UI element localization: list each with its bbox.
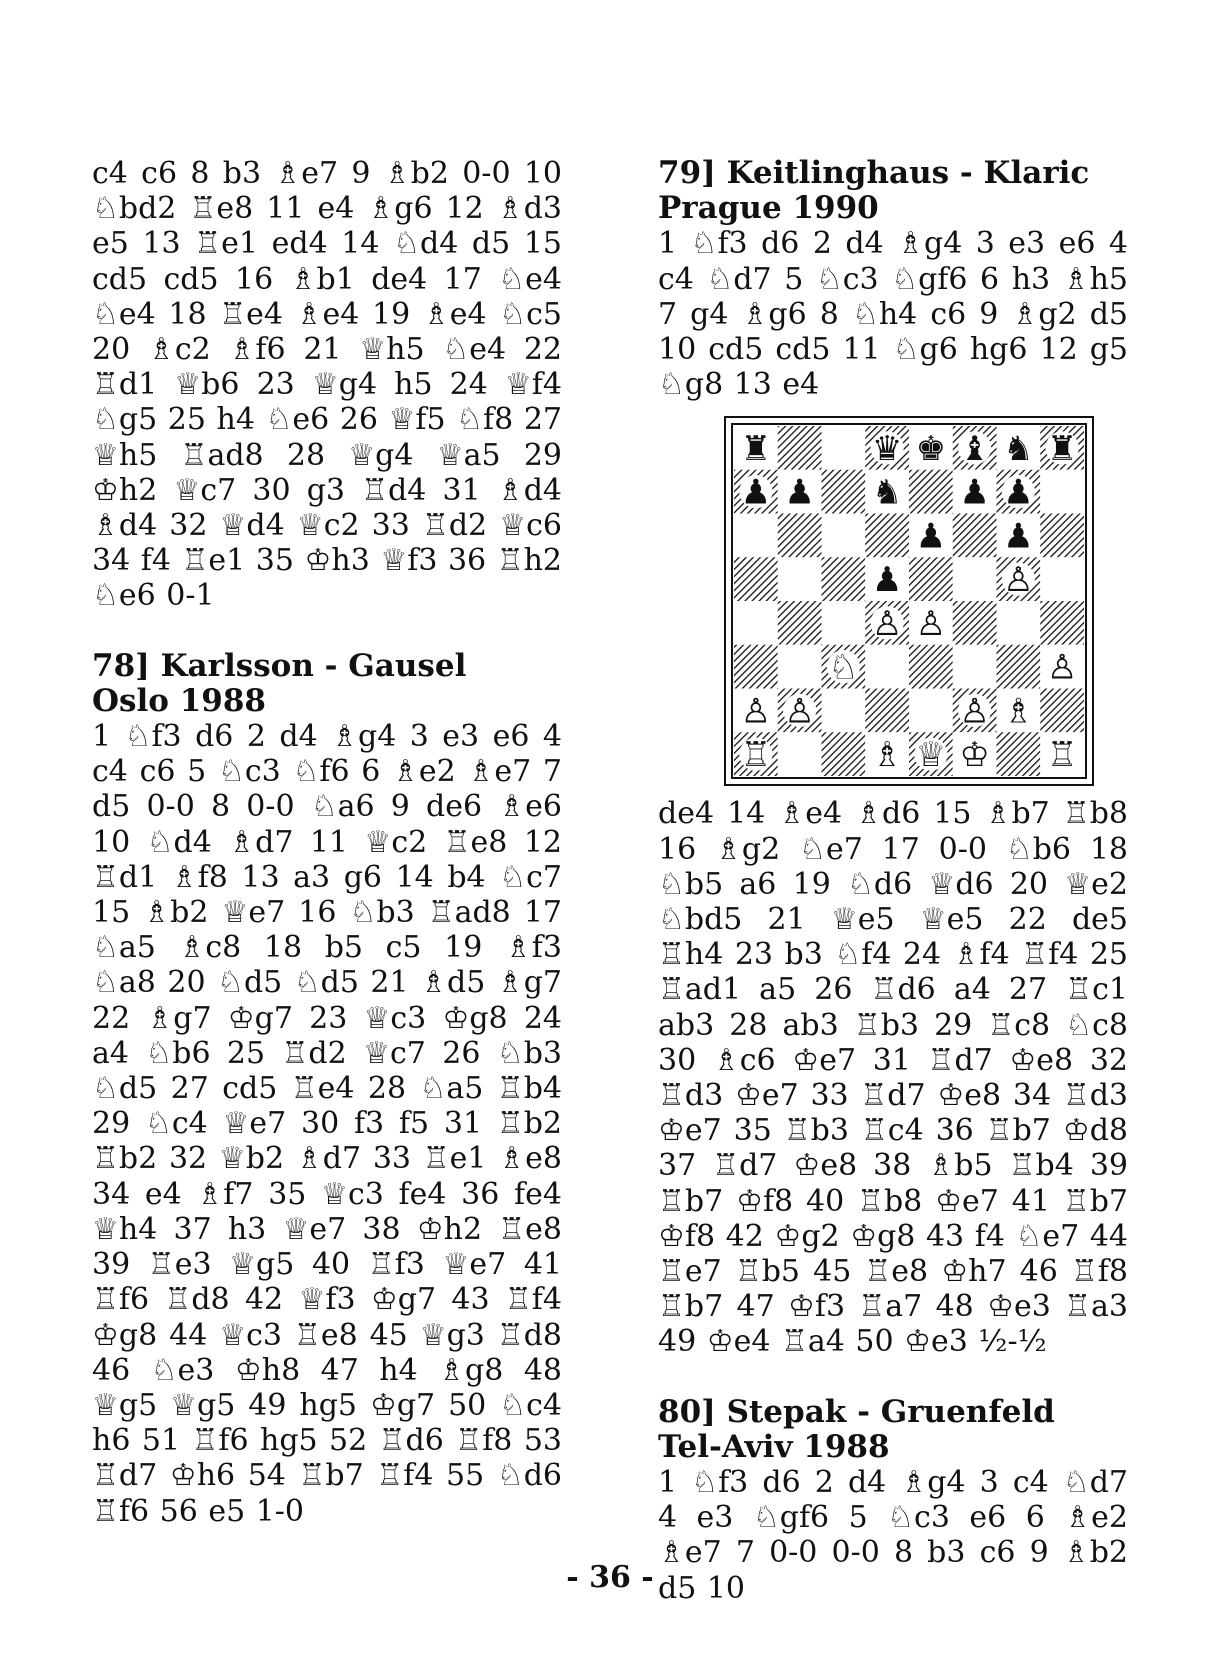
square-h2 [1040,689,1084,733]
piece-h8: ♜ [1046,429,1078,470]
piece-a7: ♟ [740,473,772,514]
square-e5 [909,558,953,602]
right-column [658,156,1128,1606]
piece-h3: ♙ [1046,648,1078,689]
square-f6 [953,514,997,558]
piece-f1: ♔ [959,735,990,776]
square-d3 [865,645,909,689]
piece-d7: ♞ [871,473,903,514]
game79-moves-before-diagram: 1 ♘f3 d6 2 d4 ♗g4 3 e3 e6 4 c4 ♘d7 5 ♘c3 ♘gf6 6 h3 ♗h5 7 g4 ♗g6 8 ♘h4 c6 9 ♗g2 d5 10 cd5 cd5 11 ♘g6 hg6 12 g5 ♘g8 13 e4 [658,226,1128,403]
game78-heading-players: 78] Karlsson - Gausel [92,647,467,684]
square-b8 [778,426,822,470]
game80-moves: 1 ♘f3 d6 2 d4 ♗g4 3 c4 ♘d7 4 e3 ♘gf6 5 ♘c3 e6 6 ♗e2 ♗e7 7 0-0 0-0 8 b3 c6 9 ♗b2 d5 10 [658,1465,1128,1606]
spacer [92,614,562,649]
chess-diagram [724,416,1094,786]
square-g1 [997,733,1041,777]
square-e3 [909,645,953,689]
square-b3 [778,645,822,689]
piece-a1: ♖ [740,735,772,776]
piece-a8: ♜ [740,429,772,470]
piece-f2: ♙ [959,691,990,732]
square-c4 [822,601,866,645]
piece-e1: ♕ [915,735,947,776]
square-c7 [822,470,866,514]
square-f4 [953,601,997,645]
square-g4 [997,601,1041,645]
piece-b7: ♟ [784,473,815,514]
square-a4 [734,601,778,645]
piece-e8: ♚ [915,429,947,470]
piece-g6: ♟ [1003,516,1034,557]
square-b5 [778,558,822,602]
piece-c3: ♘ [828,648,859,689]
left-column [92,156,562,1529]
square-b1 [778,733,822,777]
square-b6 [778,514,822,558]
spacer [658,1360,1128,1395]
square-e7 [909,470,953,514]
chess-board [724,416,1094,786]
page-number: - 36 - [566,1560,654,1595]
game79-moves-after-diagram: de4 14 ♗e4 ♗d6 15 ♗b7 ♖b8 16 ♗g2 ♘e7 17 0-0 ♘b6 18 ♘b5 a6 19 ♘d6 ♕d6 20 ♕e2 ♘bd5 21 ♕e5 ♕e5 22 de5 ♖h4 23 b3 ♘f4 24 ♗f4 ♖f4 25 ♖ad1 a5 26 ♖d6 a4 27 ♖c1 ab3 28 ab3 ♖b3 29 ♖c8 ♘c8 30 ♗c6 ♔e7 31 ♖d7 ♔e8 32 ♖d3 ♔e7 33 ♖d7 ♔e8 34 ♖d3 ♔e7 35 ♖b3 ♖c4 36 ♖b7 ♔d8 37 ♖d7 ♔e8 38 ♗b5 ♖b4 39 ♖b7 ♔f8 40 ♖b8 ♔e7 41 ♖b7 ♔f8 42 ♔g2 ♔g8 43 f4 ♘e7 44 ♖e7 ♖b5 45 ♖e8 ♔h7 46 ♖f8 ♖b7 47 ♔f3 ♖a7 48 ♔e3 ♖a3 49 ♔e4 ♖a4 50 ♔e3 ½-½ [658,796,1128,1360]
square-h6 [1040,514,1084,558]
piece-g5: ♙ [1003,560,1034,601]
game80-heading-players: 80] Stepak - Gruenfeld [658,1393,1055,1430]
game78-moves: 1 ♘f3 d6 2 d4 ♗g4 3 e3 e6 4 c4 c6 5 ♘c3 ♘f6 6 ♗e2 ♗e7 7 d5 0-0 8 0-0 ♘a6 9 de6 ♗e6 10 ♘d4 ♗d7 11 ♕c2 ♖e8 12 ♖d1 ♗f8 13 a3 g6 14 b4 ♘c7 15 ♗b2 ♕e7 16 ♘b3 ♖ad8 17 ♘a5 ♗c8 18 b5 c5 19 ♗f3 ♘a8 20 ♘d5 ♘d5 21 ♗d5 ♗g7 22 ♗g7 ♔g7 23 ♕c3 ♔g8 24 a4 ♘b6 25 ♖d2 ♕c7 26 ♘b3 ♘d5 27 cd5 ♖e4 28 ♘a5 ♖b4 29 ♘c4 ♕e7 30 f3 f5 31 ♖b2 ♖b2 32 ♕b2 ♗d7 33 ♖e1 ♗e8 34 e4 ♗f7 35 ♕c3 fe4 36 fe4 ♕h4 37 h3 ♕e7 38 ♔h2 ♖e8 39 ♖e3 ♕g5 40 ♖f3 ♕e7 41 ♖f6 ♖d8 42 ♕f3 ♔g7 43 ♖f4 ♔g8 44 ♕c3 ♖e8 45 ♕g3 ♖d8 46 ♘e3 ♔h8 47 h4 ♗g8 48 ♕g5 ♕g5 49 hg5 ♔g7 50 ♘c4 h6 51 ♖f6 hg5 52 ♖d6 ♖f8 53 ♖d7 ♔h6 54 ♖b7 ♖f4 55 ♘d6 ♖f6 56 e5 1-0 [92,719,562,1529]
piece-g8: ♞ [1003,429,1034,470]
square-f5 [953,558,997,602]
square-c8 [822,426,866,470]
square-f3 [953,645,997,689]
piece-e6: ♟ [915,516,947,557]
piece-f8: ♝ [959,429,990,470]
game77-moves: c4 c6 8 b3 ♗e7 9 ♗b2 0-0 10 ♘bd2 ♖e8 11 e4 ♗g6 12 ♗d3 e5 13 ♖e1 ed4 14 ♘d4 d5 15 cd5 cd5 16 ♗b1 de4 17 ♘e4 ♘e4 18 ♖e4 ♗e4 19 ♗e4 ♘c5 20 ♗c2 ♗f6 21 ♕h5 ♘e4 22 ♖d1 ♕b6 23 ♕g4 h5 24 ♕f4 ♘g5 25 h4 ♘e6 26 ♕f5 ♘f8 27 ♕h5 ♖ad8 28 ♕g4 ♕a5 29 ♔h2 ♕c7 30 g3 ♖d4 31 ♗d4 ♗d4 32 ♕d4 ♕c2 33 ♖d2 ♕c6 34 f4 ♖e1 35 ♔h3 ♕f3 36 ♖h2 ♘e6 0-1 [92,156,562,614]
square-d2 [865,689,909,733]
piece-d8: ♛ [871,429,903,470]
square-g3 [997,645,1041,689]
piece-g7: ♟ [1003,473,1034,514]
piece-f7: ♟ [959,473,990,514]
game79-heading-place: Prague 1990 [658,190,879,227]
square-h7 [1040,470,1084,514]
square-a3 [734,645,778,689]
square-d6 [865,514,909,558]
square-c5 [822,558,866,602]
piece-g2: ♗ [1003,691,1034,732]
piece-d1: ♗ [871,735,903,776]
square-c6 [822,514,866,558]
square-c2 [822,689,866,733]
piece-e4: ♙ [915,604,947,645]
piece-d4: ♙ [871,604,903,645]
piece-d5: ♟ [871,560,903,601]
game80-heading-place: Tel-Aviv 1988 [658,1428,890,1465]
piece-a2: ♙ [740,691,772,732]
square-e2 [909,689,953,733]
piece-b2: ♙ [784,691,815,732]
game78-heading-place: Oslo 1988 [92,682,266,719]
square-h5 [1040,558,1084,602]
square-b4 [778,601,822,645]
square-a5 [734,558,778,602]
square-a6 [734,514,778,558]
piece-h1: ♖ [1046,735,1078,776]
game79-heading-players: 79] Keitlinghaus - Klaric [658,155,1090,191]
square-c1 [822,733,866,777]
square-h4 [1040,601,1084,645]
